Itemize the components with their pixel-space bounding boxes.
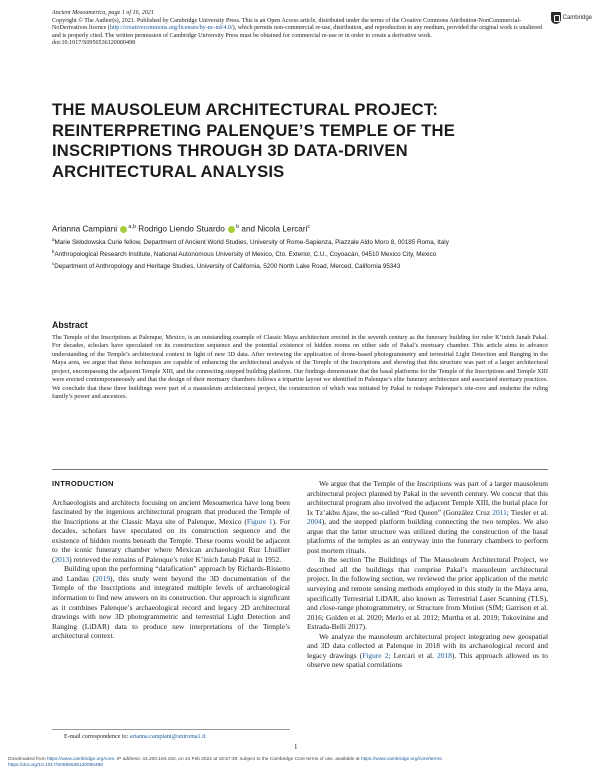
author-list [52, 222, 548, 235]
paragraph [307, 479, 548, 555]
text-run: We argue that the Temple of the Inscriptions was part of a larger mausoleum architectural project planned by Pakal in the seventh century. We concur that this architectural program also involved the adjacent Temple XIII, the burial place for Ix Tz’akbu Ajaw, the so-called “Red Queen” (González Cruz [307, 479, 548, 517]
author-name: and Nicola Lercari [239, 224, 308, 234]
footnote-rule [52, 729, 290, 730]
affiliation-sup: c [52, 260, 55, 266]
text-run: ) retrieved the remains of Palenque’s ruler K’inich Janab Pakal in 1952. [69, 554, 282, 564]
citation-link[interactable]: 2013 [54, 554, 70, 564]
text-run: ; Lercari et al. [388, 650, 438, 660]
affiliation-text: Department of Anthropology and Heritage Studies, University of California, 5200 North Lake Road, Merced, California 95343 [54, 262, 401, 270]
figure-link[interactable]: Figure 2 [362, 650, 389, 660]
cambridge-core-link[interactable]: https://www.cambridge.org/core [46, 757, 115, 762]
article-header [52, 10, 548, 48]
copyright-notice [52, 18, 548, 41]
figure-link[interactable]: Figure 1 [246, 516, 273, 526]
text-run: Archaeologists and architects focusing on ancient Mesoamerica have long been fascinated by the ingenious architectural program that produced the Temple of the Inscriptions at the Classic Maya site of Palenque, Mexico ( [52, 497, 290, 526]
copyright-post: ), which permits non-commercial re-use, distribution, and reproduction in any medium, provided the original work is unaltered and is properly cited. The written permission of Cambridge University Press must be obtained for commercial re-use or in order to create a derivative work. [52, 25, 542, 39]
affiliation-text: Marie Skłodowska Curie fellow, Department of Ancient World Studies, University of Rome-Sapienza, Piazzale Aldo Moro 8, 00185 Roma, Italy [54, 239, 449, 247]
citation-link[interactable]: 2004 [307, 517, 322, 527]
text-run: ; Tiesler et al. [506, 507, 548, 517]
body-column-left [52, 479, 290, 641]
paragraph [307, 632, 548, 670]
doi-link[interactable]: https://doi.org/10.1017/S0956536120000498 [8, 763, 103, 769]
affiliation [52, 248, 548, 259]
logo-text: Cambridge [562, 15, 592, 21]
abstract-text: The Temple of the Inscriptions at Palenque, Mexico, is an outstanding example of Classic Maya architecture erected in the seventh century as the funerary building for ruler K’inich Janab Pakal. For decades, scholars have speculated on its construction sequence and the potential existence of hidden rooms on either side of Pakal’s mortuary chamber. This article aims to advance understanding of the Temple’s architectural context in light of new 3D data. After reviewing the application of drone-based photogrammetry and terrestrial Light Detection and Ranging in the Maya area, we argue that these techniques are capable of enhancing the architectural analysis of the Temple of the Inscriptions and showing that this structure was part of a larger architectural project, encompassing the adjacent Temple XIII, and the connecting stepped building platform. Our findings demonstrate that the basal platforms for the Temple of the Inscriptions and Temple XIII were erected contemporaneously and that the design of their mortuary chambers follows a tripartite layout we identified in Palenque’s elite funerary architecture and associated mortuary practices. We conclude that these three buildings were part of a mausoleum architectural project, the construction of which was initiated by Pakal to reshape Palenque’s site-core and enshrine the ruling family’s power and ancestors. [52, 334, 548, 401]
journal-line: Ancient Mesoamerica, page 1 of 16, 2021 [52, 10, 154, 16]
text-run: ), this study went beyond the 3D documentation of the Temple of the Inscriptions and integrated multiple levels of archaeological information to find new answers on its construction. Our approach is significant as it combines Palenque’s archaeological record and legacy 2D architectural drawings with new 3D photogrammetric and terrestrial Light Detection and Ranging (LiDAR) data to produce new interpretations of the Temple’s architectural context. [52, 573, 290, 641]
cambridge-shield-icon [551, 12, 561, 24]
paragraph [52, 564, 290, 640]
author-name: Arianna Campiani [52, 224, 118, 234]
text-run: ). This approach allowed us to observe new spatial correlations [307, 650, 548, 670]
body-column-right [307, 479, 548, 670]
affiliation [52, 236, 548, 247]
author-affil-sup: a,b [128, 224, 137, 230]
text-run: We analyze the mausoleum architectural project integrating new geospatial and 3D data collected at Palenque in 2018 with its archaeological record and legacy drawings ( [307, 631, 548, 660]
author-affil-sup: b [236, 224, 240, 230]
orcid-icon[interactable] [120, 226, 127, 233]
license-link[interactable]: http://creativecommons.org/licenses/by-nc-nd/4.0/ [109, 25, 233, 32]
citation-link[interactable]: 2011 [492, 507, 507, 517]
terms-link[interactable]: https://www.cambridge.org/core/terms [360, 757, 442, 762]
article-title: THE MAUSOLEUM ARCHITECTURAL PROJECT: REINTERPRETING PALENQUE’S TEMPLE OF THE INSCRIPTIONS THROUGH 3D DATA-DRIVEN ARCHITECTURAL ANALYSIS [52, 100, 456, 181]
doi: doi:10.1017/S0956536120000498 [52, 40, 136, 47]
download-notice [8, 757, 592, 770]
paragraph: In the section The Buildings of The Mausoleum Architectural Project, we described all the buildings that comprise Pakal’s mausoleum architectural project. In the following section, we reviewed the prior application of the metric surveying and remote sensing methods employed in this study in the Maya area, specifically Terrestrial LiDAR, also known as Terrestrial Laser Scanning (TLS), and close-range photogrammetry, or Structure from Motion (SfM; Garrison et al. 2016; Golden et al. 2020; Merlo et al. 2012; Murtha et al. 2019; Tokovinine and Estrada-Belli 2017). [307, 555, 548, 632]
section-heading-introduction: INTRODUCTION [52, 479, 114, 488]
text-run: ), and the stepped platform building connecting the two temples. We also argue that the latter structure was utilized during the construction of the basal platforms of the temples as an entryway into the funerary chambers to perform post mortem rituals. [307, 517, 548, 555]
section-divider [52, 469, 548, 470]
abstract-heading: Abstract [52, 320, 88, 330]
affiliation-sup: a [52, 237, 55, 242]
text-run: Building upon the performing “datafication” approach by Richards-Rissetto and Landau ( [52, 564, 290, 583]
download-text: . [441, 757, 443, 762]
affiliation [52, 260, 548, 271]
affiliation-text: Anthropological Research Institute, National Autonomous University of Mexico, Cto. Exterior, C.U., Coyoacán, 04510 Mexico City, Mexico [54, 250, 437, 258]
orcid-icon[interactable] [228, 226, 235, 233]
publisher-logo [551, 12, 592, 24]
correspondence-footnote [64, 734, 206, 740]
author-affil-sup: c [307, 224, 311, 230]
download-text: Downloaded from [8, 757, 47, 762]
paragraph [52, 498, 290, 565]
page-number: 1 [294, 743, 298, 751]
download-text: . IP address: 44.200.194.182, on 24 Feb 2022 at 16:57:39, subject to the Cambridge Core terms of use, available at [114, 757, 361, 762]
copyright-pre: Copyright © The Author(s), 2021. Published by Cambridge University Press. This is an Open Access article, distributed under the terms of the Creative Commons Attribution-NonCommercial-NoDerivatives licence ( [52, 17, 522, 32]
affiliation-sup: b [52, 248, 55, 254]
affiliations [52, 236, 548, 272]
email-link[interactable]: arianna.campiani@uniroma1.it [129, 734, 206, 740]
text-run: ). For decades, scholars have speculated on its construction sequence and the existence of hidden rooms beneath the Temple. These rooms would be adjacent to the iconic funerary chamber where Mexican archaeologist Ruz Lhuillier ( [52, 516, 290, 564]
footnote-label: E-mail correspondence to: [64, 734, 130, 740]
citation-link[interactable]: 2018 [437, 650, 452, 660]
citation-link[interactable]: 2019 [95, 573, 111, 583]
author-name: Rodrigo Liendo Stuardo [136, 224, 225, 234]
